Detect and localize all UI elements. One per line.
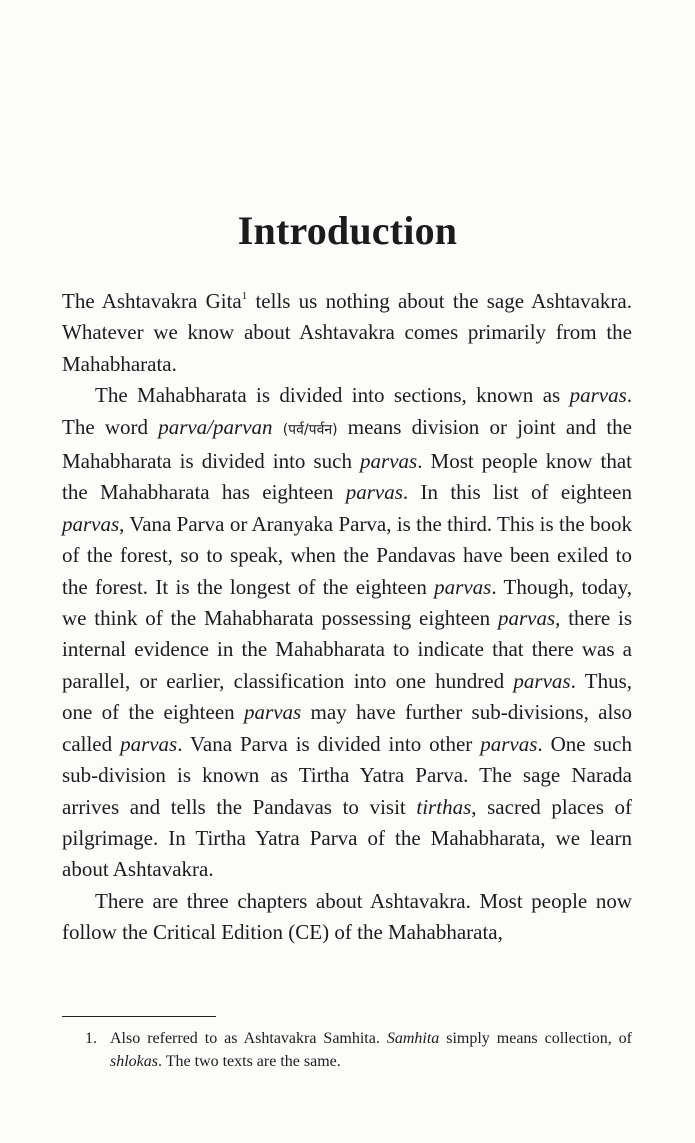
text-run: . Thus, one of the eighteen: [62, 668, 632, 725]
italic-term: Samhita: [386, 1030, 440, 1047]
italic-term: parvas: [120, 731, 178, 756]
italic-term: parvas: [513, 668, 571, 693]
italic-term: parva/parvan: [158, 414, 273, 439]
footnote: [85, 1027, 632, 1073]
text-run: Also referred to as Ashtavakra Samhita.: [110, 1030, 387, 1047]
italic-term: parvas: [569, 383, 627, 408]
italic-term: parvas: [434, 574, 492, 599]
text-run: . The word: [62, 383, 632, 439]
italic-term: shlokas: [110, 1053, 158, 1070]
devanagari-term: (पर्व/पर्वन): [282, 421, 338, 438]
italic-term: parvas: [345, 480, 403, 505]
text-run: There are three chapters about Ashtavakra. Most people now follow the Critical Edition (CE) of the Mahabharata,: [62, 888, 632, 945]
text-run: The Ashtavakra Gita: [62, 289, 242, 313]
text-run: , there is internal evidence in the Mahabharata to indicate that there was a parallel, or earlier, classification into one hundred: [62, 606, 632, 693]
paragraph: [62, 380, 632, 886]
text-run: [273, 415, 283, 439]
italic-term: parvas: [360, 449, 418, 474]
italic-term: parvas: [62, 511, 120, 536]
text-run: The Mahabharata is divided into sections, known as: [95, 383, 570, 408]
italic-term: parvas: [480, 731, 538, 756]
text-run: simply means collection, of: [439, 1030, 632, 1047]
text-run: . One such sub-division is known as Tirtha Yatra Parva. The sage Narada arrives and tells the Pandavas to visit: [62, 731, 632, 819]
text-run: . The two texts are the same.: [158, 1053, 341, 1070]
text-run: , Vana Parva or Aranyaka Parva, is the third. This is the book of the forest, so to speak, when the Pandavas have been exiled to the forest. It is the longest of the eighteen: [62, 511, 632, 599]
footnote-number: 1.: [85, 1030, 97, 1047]
paragraph: [62, 886, 632, 949]
footnote-rule: [62, 1016, 216, 1017]
body-text: [62, 286, 632, 949]
text-run: means division or joint and the Mahabharata is divided into such: [62, 414, 633, 474]
text-run: . Vana Parva is divided into other: [177, 731, 481, 756]
text-run: . Though, today, we think of the Mahabharata possessing eighteen: [62, 574, 632, 631]
footnote-reference: 1: [241, 290, 248, 302]
footnote-text: [110, 1027, 632, 1073]
text-run: tells us nothing about the sage Ashtavakra. Whatever we know about Ashtavakra comes primarily from the Mahabharata.: [62, 289, 632, 376]
chapter-title: Introduction: [237, 207, 458, 253]
paragraph: [62, 286, 632, 380]
text-run: , sacred places of pilgrimage. In Tirtha Yatra Parva of the Mahabharata, we learn about Ashtavakra.: [62, 794, 632, 882]
text-run: . In this list of eighteen: [402, 480, 632, 505]
italic-term: parvas: [244, 700, 302, 725]
text-run: . Most people know that the Mahabharata has eighteen: [62, 449, 633, 505]
italic-term: parvas: [498, 606, 556, 631]
italic-term: tirthas: [416, 794, 472, 819]
text-run: may have further sub-divisions, also called: [62, 700, 632, 756]
